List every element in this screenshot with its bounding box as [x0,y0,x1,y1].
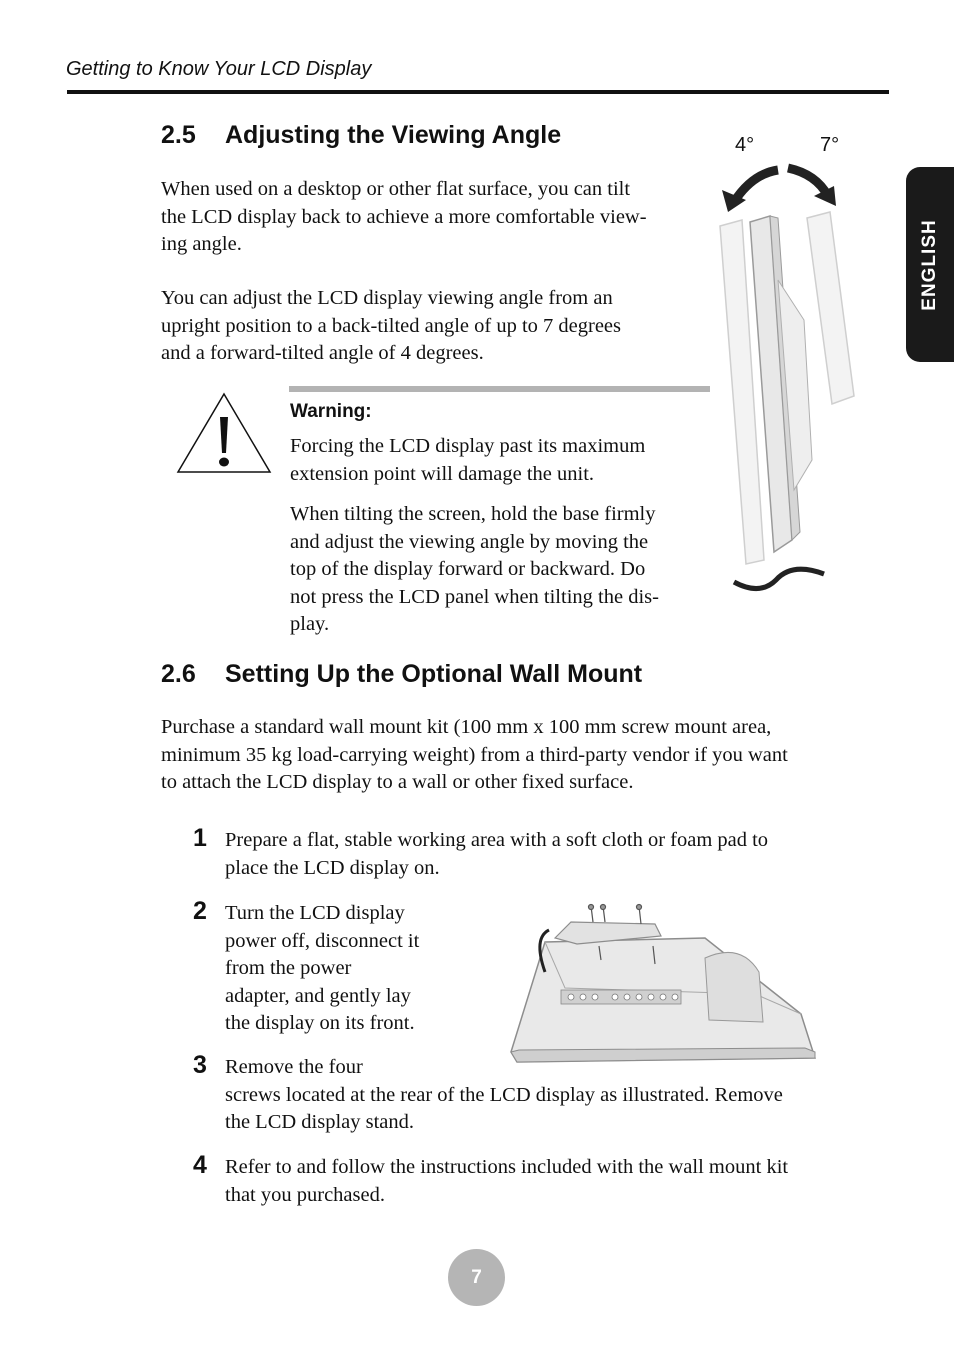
warning-triangle-icon [176,391,272,475]
text-line: from the power [225,957,352,979]
text-line: When tilting the screen, hold the base firmly [290,503,656,525]
text-line: Forcing the LCD display past its maximum [290,435,646,457]
step-number: 1 [193,824,207,852]
forward-tilt-arrow [734,170,778,202]
text-line: Turn the LCD display [225,902,405,924]
section-number: 2.5 [161,121,196,149]
text-line: adapter, and gently lay [225,984,411,1007]
text-line: that you purchased. [225,1183,385,1206]
text-line: and a forward-tilted angle of 4 degrees. [161,342,484,364]
text-line: to attach the LCD display to a wall or other fixed surface. [161,771,634,793]
backward-tilt-arrow [788,168,828,196]
text-line: play. [290,613,330,635]
step-number: 4 [193,1151,207,1179]
text-line: Refer to and follow the instructions included with the wall mount kit [225,1156,789,1178]
text-line: Prepare a flat, stable working area with a soft cloth or foam pad to [225,829,769,851]
warning-bar [289,386,710,392]
warning-paragraph-1 [290,433,710,488]
warning-title: Warning: [290,401,372,422]
text-line: not press the LCD panel when tilting the dis- [290,585,659,608]
text-line: top of the display forward or backward. Do [290,558,646,580]
section-title: Setting Up the Optional Wall Mount [225,660,643,688]
monitor-rear-stand-removal-illustration [505,902,821,1068]
text-line: You can adjust the LCD display viewing angle from an [161,287,613,309]
text-line: Remove the four [225,1056,363,1078]
section-number: 2.6 [161,660,196,688]
section-2-5-paragraph-2 [161,285,701,368]
text-line: power off, disconnect it [225,929,420,952]
step-number: 2 [193,897,207,925]
text-line: place the LCD display on. [225,856,440,879]
language-tab-label: ENGLISH [919,218,940,311]
running-header: Getting to Know Your LCD Display [66,58,372,80]
text-line: upright position to a back-tilted angle of up to 7 degrees [161,314,621,337]
section-2-6-intro [161,714,881,797]
text-line: ing angle. [161,233,242,255]
text-line: the LCD display stand. [225,1111,415,1133]
step-4-text [225,1154,865,1209]
step-number: 3 [193,1051,207,1079]
text-line: extension point will damage the unit. [290,462,595,485]
text-line: screws located at the rear of the LCD display as illustrated. Remove [225,1083,783,1106]
warning-paragraph-2 [290,501,710,639]
base-curve [734,569,824,588]
language-tab [906,167,954,362]
section-2-6-heading [161,660,642,689]
section-2-5-heading [161,121,561,150]
text-line: minimum 35 kg load-carrying weight) from a third-party vendor if you want [161,743,788,766]
back-tilted-panel-ghost [807,212,854,404]
text-line: and adjust the viewing angle by moving the [290,530,649,553]
text-line: When used on a desktop or other flat surface, you can tilt [161,178,631,200]
step-1-text [225,827,865,882]
step-3-text [225,1054,865,1137]
step-2-text [225,900,485,1038]
monitor-tilt-illustration [712,160,862,600]
back-angle-label: 7° [820,134,840,156]
text-line: the LCD display back to achieve a more comfortable view- [161,205,647,228]
page-number: 7 [448,1249,505,1306]
header-rule [67,90,889,94]
text-line: the display on its front. [225,1012,415,1034]
section-2-5-paragraph-1 [161,176,701,259]
text-line: Purchase a standard wall mount kit (100 mm x 100 mm screw mount area, [161,716,772,738]
section-title: Adjusting the Viewing Angle [225,121,562,149]
forward-angle-label: 4° [735,134,755,156]
